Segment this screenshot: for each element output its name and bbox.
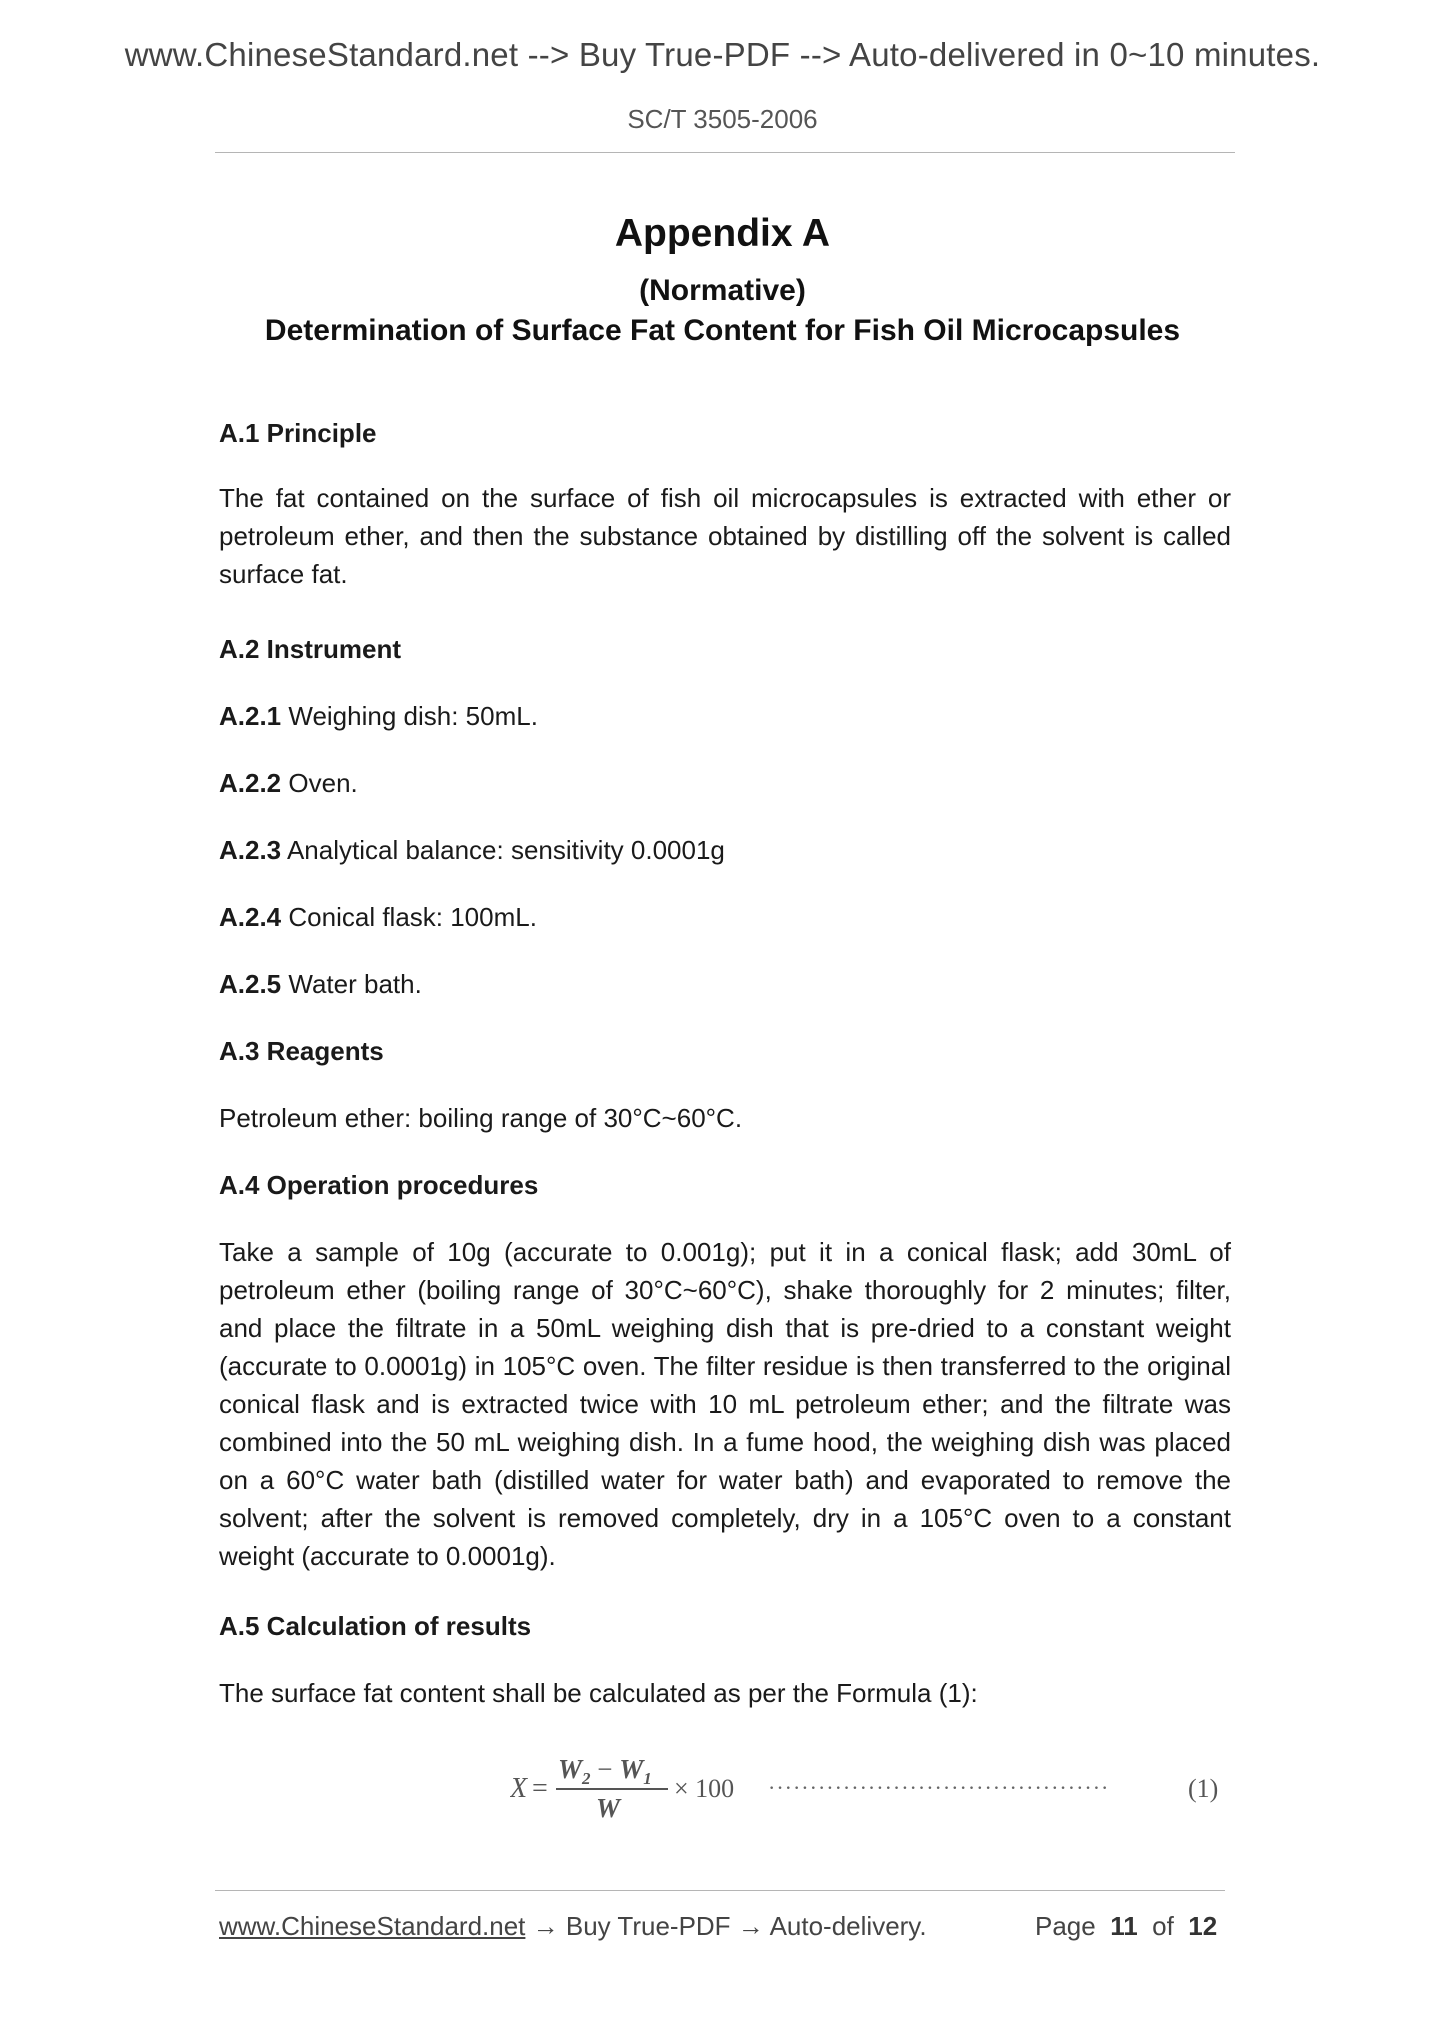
instrument-item-number: A.2.5 [219, 969, 282, 999]
section-heading-a1: A.1 Principle [219, 418, 377, 448]
formula-number: (1) [1188, 1774, 1219, 1803]
footer-promo [219, 1911, 927, 1942]
instrument-item-text: Conical flask: 100mL. [281, 902, 537, 932]
instrument-item [219, 831, 1231, 869]
section-heading-a3: A.3 Reagents [219, 1036, 384, 1066]
formula-1 [510, 1750, 1230, 1820]
formula-lhs: X [510, 1773, 528, 1804]
formula-equals: = [532, 1773, 548, 1804]
instrument-item-number: A.2.4 [219, 902, 282, 932]
instrument-item-text: Weighing dish: 50mL. [281, 701, 538, 731]
section-text-a3: Petroleum ether: boiling range of 30°C~60°C. [219, 1103, 743, 1133]
footer-divider [215, 1890, 1225, 1891]
instrument-item [219, 965, 1231, 1003]
section-heading-a4: A.4 Operation procedures [219, 1170, 539, 1200]
appendix-subtitle: (Normative) [639, 274, 806, 307]
instrument-item-number: A.2.1 [219, 701, 282, 731]
standard-code: SC/T 3505-2006 [627, 104, 818, 134]
instrument-item-number: A.2.3 [219, 835, 282, 865]
section-text-a4: Take a sample of 10g (accurate to 0.001g); put it in a conical flask; add 30mL of petroleum ether (boiling range of 30°C~60°C), shake thoroughly for 2 minutes; filter, and place the filtrate in a 50mL weighing dish that is pre-dried to a constant weight (accurate to 0.0001g) in 105°C oven. The filter residue is then transferred to the original conical flask and is extracted twice with 10 mL petroleum ether; and the filtrate was combined into the 50 mL weighing dish. In a fume hood, the weighing dish was placed on a 60°C water bath (distilled water for water bath) and evaporated to remove the solvent; after the solvent is removed completely, dry in a 105°C oven to a constant weight (accurate to 0.0001g). [219, 1237, 1231, 1571]
footer-promo-text: → Buy True-PDF → Auto-delivery. [525, 1911, 927, 1941]
page-indicator [1035, 1911, 1217, 1942]
current-page-number: 11 [1110, 1911, 1138, 1941]
formula-denominator: W [596, 1793, 621, 1820]
section-text-a1: The fat contained on the surface of fish oil microcapsules is extracted with ether or petroleum ether, and then the substance obtained by distilling off the solvent is called surface fat. [219, 483, 1231, 589]
instrument-item-text: Water bath. [281, 969, 422, 999]
total-page-count: 12 [1188, 1911, 1218, 1941]
section-text-a5: The surface fat content shall be calculated as per the Formula (1): [219, 1678, 978, 1708]
formula-leader-dots: ········································· [768, 1775, 1110, 1800]
section-heading-a5: A.5 Calculation of results [219, 1611, 532, 1641]
formula-numerator: $W_2 - W_1$ [558, 1754, 652, 1788]
of-word: of [1152, 1911, 1174, 1941]
instrument-item-text: Analytical balance: sensitivity 0.0001g [281, 835, 725, 865]
formula-times-100: × 100 [674, 1774, 735, 1803]
instrument-item [219, 697, 1231, 735]
instrument-item-number: A.2.2 [219, 768, 282, 798]
footer-site-link[interactable]: www.ChineseStandard.net [219, 1911, 526, 1941]
appendix-heading: Determination of Surface Fat Content for Fish Oil Microcapsules [264, 314, 1181, 347]
page-word: Page [1035, 1911, 1096, 1941]
top-banner: www.ChineseStandard.net --> Buy True-PDF --> Auto-delivered in 0~10 minutes. [124, 36, 1321, 73]
instrument-item-text: Oven. [281, 768, 358, 798]
section-heading-a2: A.2 Instrument [219, 634, 402, 664]
instrument-item [219, 764, 1231, 802]
appendix-title: Appendix A [614, 212, 831, 255]
instrument-item [219, 898, 1231, 936]
header-divider [215, 152, 1235, 153]
